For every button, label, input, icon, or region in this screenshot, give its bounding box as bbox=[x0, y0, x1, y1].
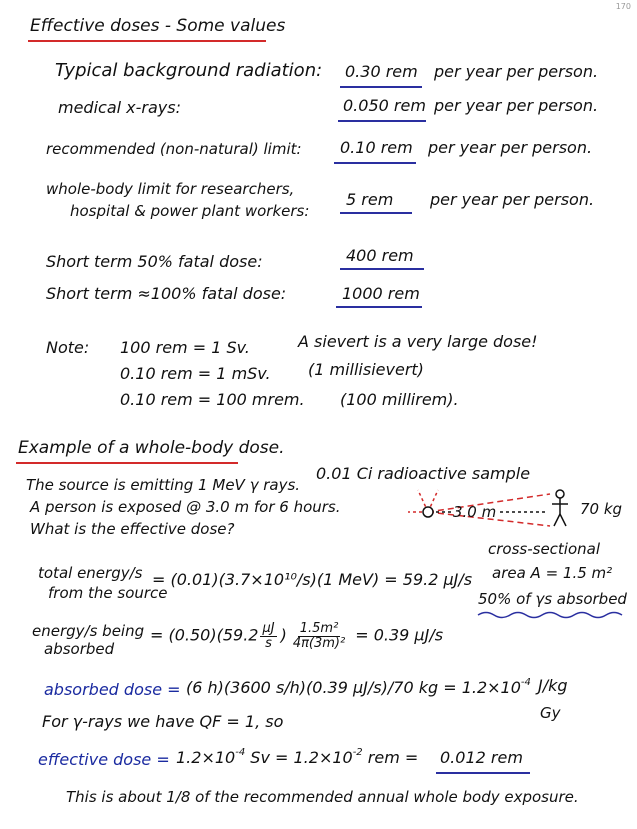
row-value-100-fatal: 1000 rem bbox=[342, 284, 420, 303]
absorbed-dose-expr: (6 h)(3600 s/h)(0.39 μJ/s)/70 kg = 1.2×10 bbox=[186, 678, 521, 697]
absorbed-energy-mid: = (0.50)(59.2 bbox=[150, 625, 259, 645]
row-label-workers-2: hospital & power plant workers: bbox=[70, 202, 310, 220]
value-underline bbox=[340, 86, 422, 88]
title-underline bbox=[28, 40, 266, 42]
row-value-workers: 5 rem bbox=[346, 190, 394, 209]
absorbed-dose-label: absorbed dose = bbox=[44, 680, 181, 699]
note-comment-1: A sievert is a very large dose! bbox=[298, 332, 538, 351]
area-fraction-num: 1.5m² bbox=[299, 621, 339, 636]
absorbed-energy-equation: = (0.50)(59.2 $\frac{\mu J}{s}$ ) $\frac{\text{1.5m²}}{\text{4π(3m)²}}$ = 0.39 μJ/s bbox=[150, 621, 444, 651]
total-energy-label-1: total energy/s bbox=[38, 564, 143, 582]
note-eq-3: 0.10 rem = 100 mrem. bbox=[120, 390, 305, 409]
unit-fraction bbox=[260, 622, 276, 650]
example-title-underline bbox=[16, 462, 238, 464]
row-label-medical: medical x-rays: bbox=[58, 98, 181, 117]
absorbed-energy-label-2: absorbed bbox=[44, 640, 115, 658]
total-energy-equation: = (0.01)(3.7×10¹⁰/s)(1 MeV) = 59.2 μJ/s bbox=[152, 570, 473, 589]
effective-dose-expression bbox=[176, 748, 418, 767]
area-fraction bbox=[293, 622, 345, 650]
effective-dose-exp-b: -2 bbox=[352, 747, 363, 758]
intro-line-1: The source is emitting 1 MeV γ rays. bbox=[26, 476, 301, 494]
unit-fraction-den: s bbox=[265, 635, 272, 651]
absorbed-energy-result: = 0.39 μJ/s bbox=[355, 625, 444, 645]
row-value-recommended: 0.10 rem bbox=[340, 138, 413, 157]
wavy-underline bbox=[476, 610, 626, 620]
row-suffix-medical: per year per person. bbox=[434, 96, 599, 115]
effective-dose-part-c: rem = bbox=[362, 748, 419, 767]
value-underline bbox=[340, 212, 412, 214]
row-label-50-fatal: Short term 50% fatal dose: bbox=[46, 252, 263, 271]
row-label-workers-1: whole-body limit for researchers, bbox=[46, 180, 295, 198]
absorbed-dose-unit-gy: Gy bbox=[540, 704, 561, 722]
row-label-recommended: recommended (non-natural) limit: bbox=[46, 140, 302, 158]
quality-factor-line: For γ-rays we have QF = 1, so bbox=[42, 712, 284, 731]
effective-dose-label: effective dose = bbox=[38, 750, 170, 769]
cross-section-line-1: cross-sectional bbox=[488, 540, 601, 558]
note-eq-1: 100 rem = 1 Sv. bbox=[120, 338, 250, 357]
area-fraction-den: 4π(3m)² bbox=[292, 635, 346, 651]
mass-label: 70 kg bbox=[580, 500, 623, 518]
row-suffix-background: per year per person. bbox=[434, 62, 599, 81]
total-energy-label-2: from the source bbox=[48, 584, 168, 602]
value-underline bbox=[334, 162, 416, 164]
row-value-50-fatal: 400 rem bbox=[346, 246, 414, 265]
value-underline bbox=[338, 120, 426, 122]
section-title-effective-doses: Effective doses - Some values bbox=[30, 16, 286, 36]
absorbed-dose-expression bbox=[186, 678, 531, 697]
intro-line-3: What is the effective dose? bbox=[30, 520, 235, 538]
value-underline bbox=[336, 306, 422, 308]
conclusion-line: This is about 1/8 of the recommended annual whole body exposure. bbox=[66, 788, 579, 806]
absorbed-dose-exponent: -4 bbox=[520, 677, 531, 688]
row-value-background: 0.30 rem bbox=[345, 62, 418, 81]
note-comment-3: (100 millirem). bbox=[340, 390, 459, 409]
cross-section-line-3: 50% of γs absorbed bbox=[478, 590, 627, 608]
row-value-medical: 0.050 rem bbox=[343, 96, 426, 115]
effective-dose-part-a: 1.2×10 bbox=[176, 748, 236, 767]
result-underline bbox=[436, 772, 530, 774]
source-label: 0.01 Ci radioactive sample bbox=[316, 464, 531, 483]
intro-line-2: A person is exposed @ 3.0 m for 6 hours. bbox=[30, 498, 341, 516]
value-underline bbox=[340, 268, 424, 270]
person-stick-figure-icon bbox=[552, 490, 568, 526]
row-label-100-fatal: Short term ≈100% fatal dose: bbox=[46, 284, 287, 303]
effective-dose-exp-a: -4 bbox=[235, 747, 246, 758]
unit-fraction-num: μJ bbox=[262, 621, 275, 636]
note-comment-2: (1 millisievert) bbox=[308, 360, 424, 379]
page-number: 170 bbox=[615, 2, 631, 11]
note-label: Note: bbox=[46, 338, 90, 357]
absorbed-energy-label-1: energy/s being bbox=[32, 622, 145, 640]
row-suffix-workers: per year per person. bbox=[430, 190, 595, 209]
row-suffix-recommended: per year per person. bbox=[428, 138, 593, 157]
example-title: Example of a whole-body dose. bbox=[18, 438, 285, 458]
row-label-background: Typical background radiation: bbox=[55, 60, 323, 81]
absorbed-dose-unit: J/kg bbox=[538, 676, 568, 695]
effective-dose-result: 0.012 rem bbox=[440, 748, 523, 767]
effective-dose-part-b: Sv = 1.2×10 bbox=[245, 748, 353, 767]
cross-section-line-2: area A = 1.5 m² bbox=[492, 564, 613, 582]
source-circle-icon bbox=[423, 507, 433, 517]
distance-label: 3.0 m bbox=[453, 503, 497, 521]
note-eq-2: 0.10 rem = 1 mSv. bbox=[120, 364, 271, 383]
